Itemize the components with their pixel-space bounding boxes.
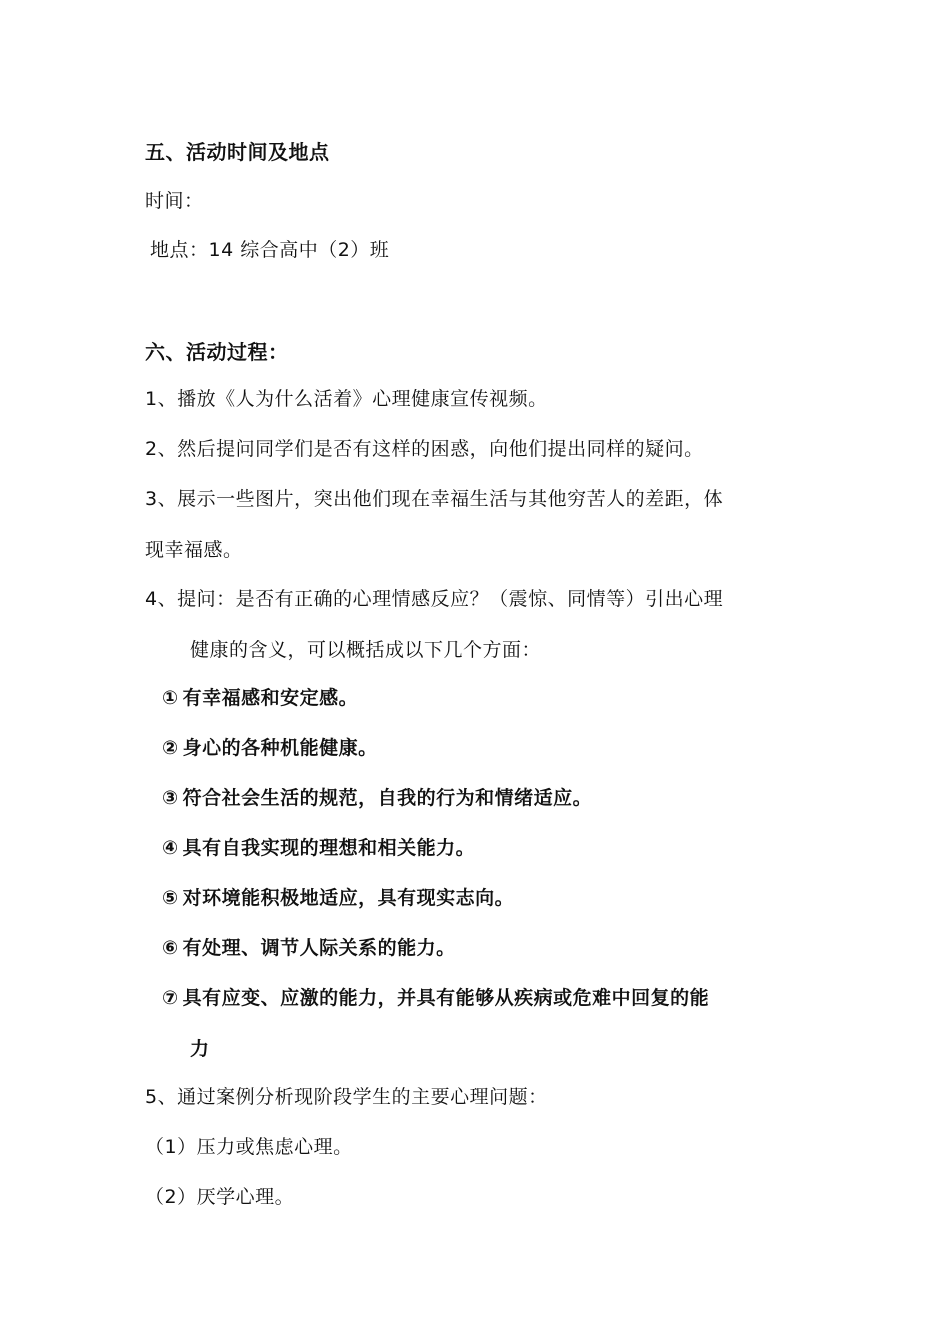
list-item [162,885,514,911]
item-marker: ② [162,737,179,759]
step-5: 5、通过案例分析现阶段学生的主要心理问题： [145,1086,548,1108]
list-item [162,735,378,761]
list-item [162,935,456,961]
list-item [162,785,592,811]
step-1: 1、播放《人为什么活着》心理健康宣传视频。 [145,388,548,410]
item-text: 身心的各种机能健康。 [182,737,378,759]
item-text: 具有自我实现的理想和相关能力。 [182,837,476,859]
step-3-line-2: 现幸福感。 [145,539,243,561]
item-marker: ① [162,687,179,709]
item-marker: ④ [162,837,179,859]
activity-location: 地点：14 综合高中（2）班 [150,239,390,261]
item-marker: ③ [162,787,179,809]
sub-item-2: （2）厌学心理。 [145,1186,295,1208]
step-3-line-1: 3、展示一些图片，突出他们现在幸福生活与其他穷苦人的差距，体 [145,488,724,510]
list-item-continuation: 力 [190,1038,210,1060]
item-text: 符合社会生活的规范，自我的行为和情绪适应。 [182,787,593,809]
section-6-heading: 六、活动过程： [145,340,289,364]
list-item [162,985,709,1011]
item-text: 对环境能积极地适应，具有现实志向。 [182,887,515,909]
list-item [162,685,358,711]
item-text: 有幸福感和安定感。 [182,687,359,709]
item-marker: ⑦ [162,987,179,1009]
section-5-heading: 五、活动时间及地点 [145,140,330,164]
activity-time: 时间： [145,190,204,212]
item-marker: ⑤ [162,887,179,909]
step-4-line-2: 健康的含义，可以概括成以下几个方面： [190,639,542,661]
sub-item-1: （1）压力或焦虑心理。 [145,1136,353,1158]
step-2: 2、然后提问同学们是否有这样的困惑，向他们提出同样的疑问。 [145,438,704,460]
list-item [162,835,475,861]
item-text: 具有应变、应激的能力，并具有能够从疾病或危难中回复的能 [182,987,710,1009]
item-text: 有处理、调节人际关系的能力。 [182,937,456,959]
step-4-line-1: 4、提问：是否有正确的心理情感反应？（震惊、同情等）引出心理 [145,588,724,610]
item-marker: ⑥ [162,937,179,959]
